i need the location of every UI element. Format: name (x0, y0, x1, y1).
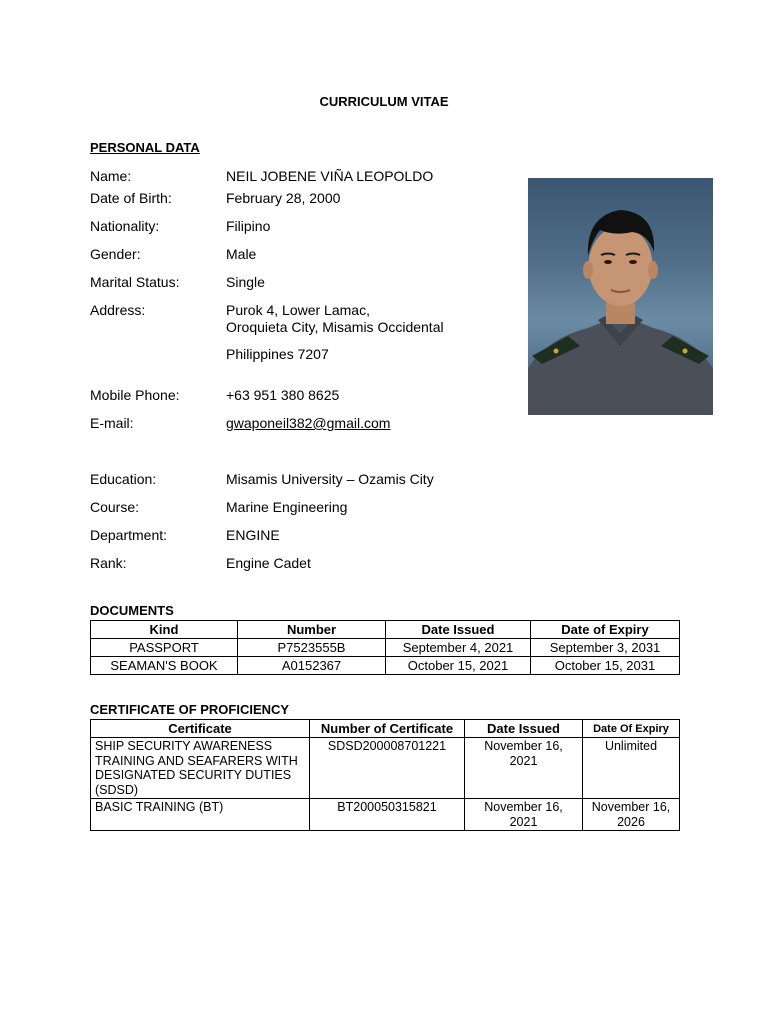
table-cell: BASIC TRAINING (BT) (91, 799, 310, 831)
address-line-1: Purok 4, Lower Lamac, (226, 302, 370, 318)
documents-table (90, 620, 680, 675)
table-cell: P7523555B (238, 639, 386, 657)
table-cell: October 15, 2021 (386, 657, 531, 675)
portrait-illustration (528, 178, 713, 415)
table-cell: November 16, 2026 (583, 799, 680, 831)
table-cell: Unlimited (583, 738, 680, 799)
address-line-2: Oroquieta City, Misamis Occidental (226, 319, 444, 335)
table-cell: PASSPORT (91, 639, 238, 657)
email-label: E-mail: (90, 415, 134, 431)
table-cell: BT200050315821 (310, 799, 465, 831)
table-row (91, 738, 680, 799)
column-header: Number of Certificate (310, 720, 465, 738)
table-cell: SHIP SECURITY AWARENESS TRAINING AND SEAFARERS WITH DESIGNATED SECURITY DUTIES (SDSD) (91, 738, 310, 799)
documents-header-row (91, 621, 680, 639)
course-value: Marine Engineering (226, 499, 348, 515)
certificate-table (90, 719, 680, 831)
table-cell: November 16, 2021 (465, 799, 583, 831)
dob-label: Date of Birth: (90, 190, 172, 206)
nationality-value: Filipino (226, 218, 271, 234)
table-cell: SDSD200008701221 (310, 738, 465, 799)
dob-value: February 28, 2000 (226, 190, 341, 206)
education-label: Education: (90, 471, 157, 487)
table-cell: November 16, 2021 (465, 738, 583, 799)
course-label: Course: (90, 499, 140, 515)
column-header: Date of Expiry (531, 621, 680, 639)
address-label: Address: (90, 302, 146, 318)
mobile-label: Mobile Phone: (90, 387, 180, 403)
documents-heading: DOCUMENTS (90, 603, 174, 618)
personal-data-heading: PERSONAL DATA (90, 140, 200, 155)
table-cell: September 3, 2031 (531, 639, 680, 657)
gender-label: Gender: (90, 246, 141, 262)
name-label: Name: (90, 168, 132, 184)
education-value: Misamis University – Ozamis City (226, 471, 434, 487)
column-header: Kind (91, 621, 238, 639)
profile-photo (528, 178, 713, 415)
column-header: Number (238, 621, 386, 639)
column-header: Date Issued (386, 621, 531, 639)
gender-value: Male (226, 246, 257, 262)
email-link[interactable]: gwaponeil382@gmail.com (226, 415, 391, 431)
table-cell: SEAMAN'S BOOK (91, 657, 238, 675)
table-row (91, 639, 680, 657)
marital-status-label: Marital Status: (90, 274, 180, 290)
department-value: ENGINE (226, 527, 280, 543)
marital-status-value: Single (226, 274, 265, 290)
table-cell: September 4, 2021 (386, 639, 531, 657)
table-row (91, 799, 680, 831)
column-header: Date Issued (465, 720, 583, 738)
column-header: Date Of Expiry (583, 720, 680, 738)
rank-value: Engine Cadet (226, 555, 311, 571)
page-title: CURRICULUM VITAE (319, 94, 449, 109)
rank-label: Rank: (90, 555, 127, 571)
address-line-3: Philippines 7207 (226, 346, 329, 362)
name-value: NEIL JOBENE VIÑA LEOPOLDO (226, 168, 434, 184)
nationality-label: Nationality: (90, 218, 160, 234)
table-cell: October 15, 2031 (531, 657, 680, 675)
certificate-header-row (91, 720, 680, 738)
column-header: Certificate (91, 720, 310, 738)
table-row (91, 657, 680, 675)
mobile-value: +63 951 380 8625 (226, 387, 340, 403)
table-cell: A0152367 (238, 657, 386, 675)
department-label: Department: (90, 527, 168, 543)
certificate-heading: CERTIFICATE OF PROFICIENCY (90, 702, 290, 717)
